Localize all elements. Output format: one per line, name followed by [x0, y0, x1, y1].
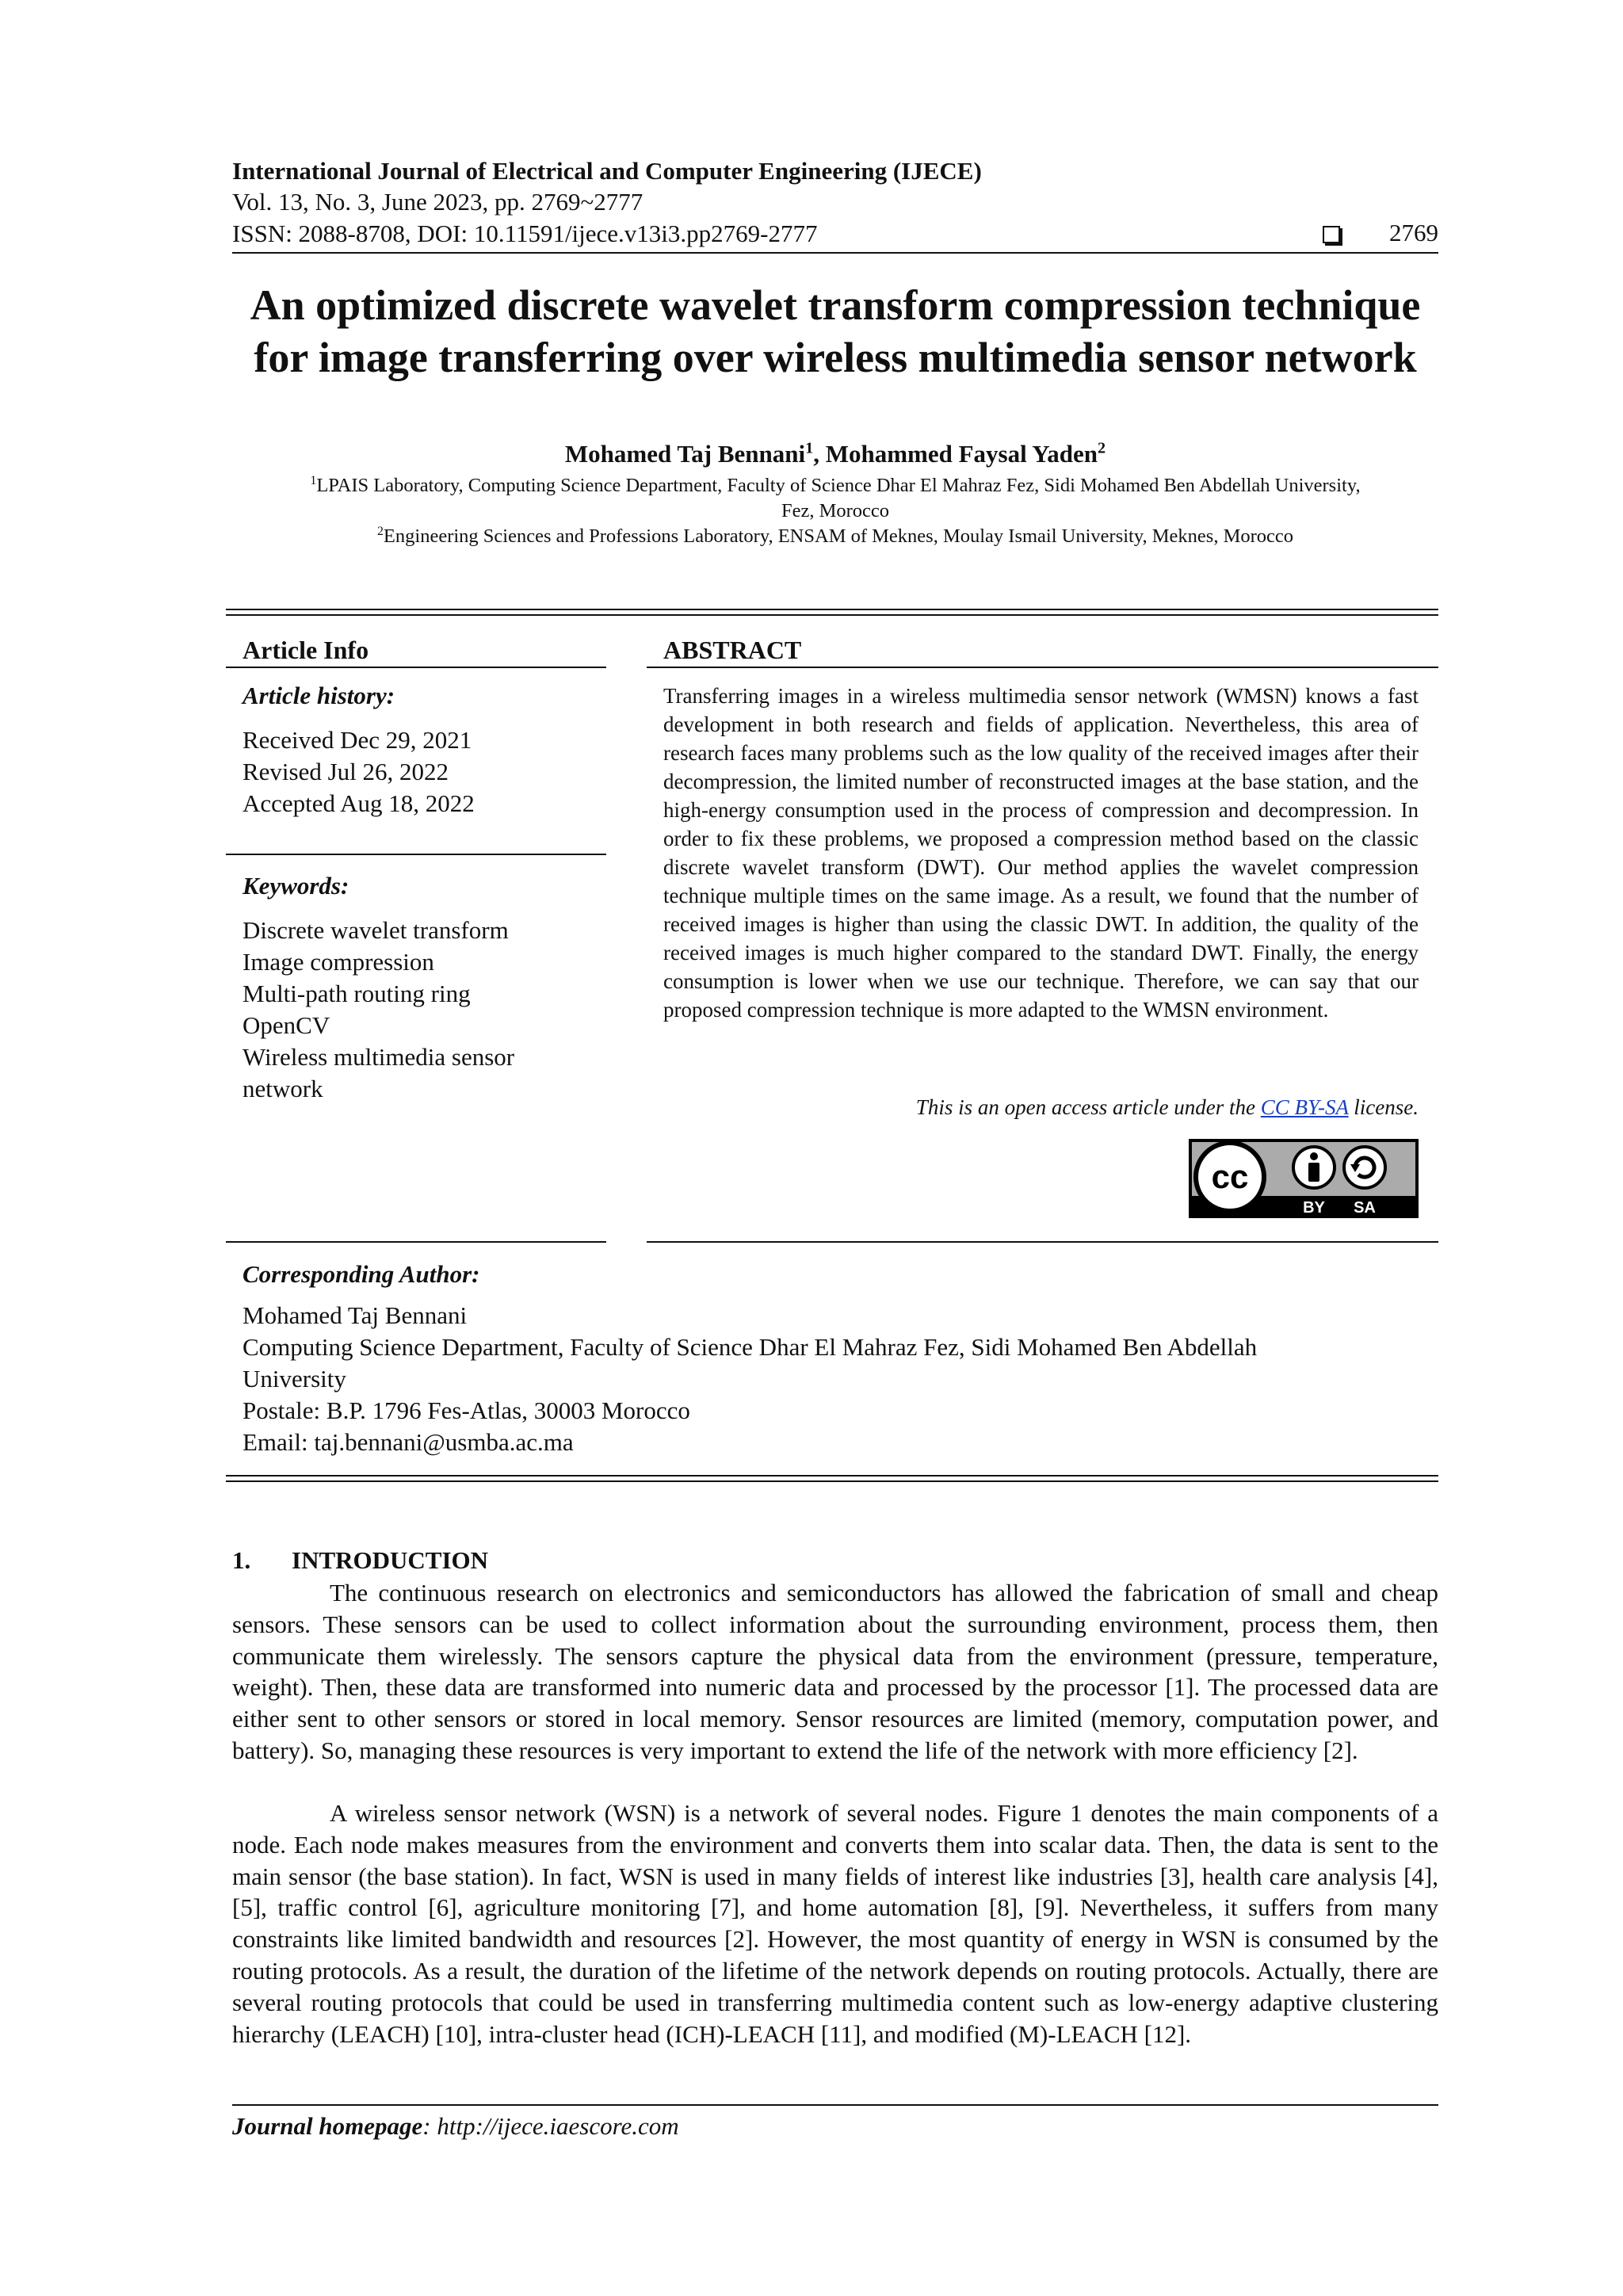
accepted-date: Accepted Aug 18, 2022	[242, 789, 475, 817]
keyword: OpenCV	[242, 1011, 330, 1039]
article-info-heading: Article Info	[242, 636, 369, 664]
cc-by-sa-badge-icon	[1189, 1139, 1419, 1218]
affiliation-1: LPAIS Laboratory, Computing Science Department, Faculty of Science Dhar El Mahraz Fez, Sidi Mohamed Ben Abdellah University,	[316, 475, 1361, 496]
article-info-rule	[226, 667, 606, 668]
author-list	[206, 440, 1465, 468]
corresponding-author	[242, 1259, 1431, 1458]
author-separator: ,	[813, 440, 826, 468]
intro-paragraph-1: The continuous research on electronics and semiconductors has allowed the fabrication of small and cheap sensors. These sensors can be used to collect information about the surrounding environment, process them, then communicate them wirelessly. The sensors capture the physical data from the environment (pressure, temperature, weight). Then, these data are transformed into numeric data and processed by the processor [1]. The processed data are either sent to other sensors or stored in local memory. Sensor resources are limited (memory, computation power, and battery). So, managing these resources is very important to extend the life of the network with more efficiency [2].	[232, 1579, 1438, 1764]
journal-header	[232, 155, 1438, 249]
affiliations	[232, 473, 1438, 549]
corresponding-heading: Corresponding Author:	[242, 1260, 480, 1288]
abstract-heading: ABSTRACT	[663, 636, 802, 664]
abstract-rule	[647, 667, 1438, 668]
abstract-heading-wrap	[663, 634, 1377, 666]
sa-label: SA	[1354, 1199, 1376, 1217]
license-line	[663, 1095, 1419, 1120]
corresponding-dept: Computing Science Department, Faculty of Science Dhar El Mahraz Fez, Sidi Mohamed Ben Abdellah	[242, 1333, 1258, 1361]
corresponding-email: Email: taj.bennani@usmba.ac.ma	[242, 1428, 574, 1456]
keyword: Image compression	[242, 948, 434, 976]
corr-bottom-rule-1	[226, 1475, 1438, 1477]
author-1-sup: 1	[805, 439, 814, 457]
journal-homepage	[232, 2112, 679, 2141]
keywords-heading: Keywords:	[242, 872, 349, 900]
affiliation-2: Engineering Sciences and Professions Laboratory, ENSAM of Meknes, Moulay Ismail University, Meknes, Morocco	[383, 525, 1294, 547]
info-bottom-rule-right	[647, 1241, 1438, 1243]
paper-title	[206, 279, 1465, 384]
homepage-label: Journal homepage	[232, 2112, 423, 2140]
license-suffix: license.	[1348, 1095, 1419, 1119]
cc-by-sa-link[interactable]: CC BY-SA	[1260, 1095, 1349, 1119]
issn-doi-line: ISSN: 2088-8708, DOI: 10.11591/ijece.v13i3.pp2769-2777	[232, 219, 818, 247]
author-1: Mohamed Taj Bennani	[564, 440, 806, 468]
corresponding-dept-cont: University	[242, 1365, 346, 1392]
header-rule	[232, 252, 1438, 254]
title-line-2: for image transferring over wireless multimedia sensor network	[254, 334, 1417, 381]
keyword: Multi-path routing ring	[242, 980, 471, 1007]
section-title: INTRODUCTION	[292, 1546, 489, 1574]
history-rule	[226, 854, 606, 855]
journal-name: International Journal of Electrical and Computer Engineering (IJECE)	[232, 157, 982, 185]
corresponding-name: Mohamed Taj Bennani	[242, 1301, 468, 1329]
affiliation-1-sup: 1	[310, 473, 317, 487]
keyword: Discrete wavelet transform	[242, 916, 509, 944]
footer-rule	[232, 2104, 1438, 2106]
section-heading-introduction	[232, 1546, 488, 1575]
homepage-url[interactable]: : http://ijece.iaescore.com	[422, 2112, 679, 2140]
revised-date: Revised Jul 26, 2022	[242, 758, 449, 785]
author-2: Mohammed Faysal Yaden	[825, 440, 1098, 468]
sa-share-icon	[1344, 1147, 1385, 1188]
received-date: Received Dec 29, 2021	[242, 726, 472, 754]
corr-bottom-rule-2	[226, 1480, 1438, 1482]
keywords-block	[242, 870, 607, 1105]
author-2-sup: 2	[1098, 439, 1106, 457]
by-label: BY	[1303, 1199, 1325, 1217]
intro-paragraph-2: A wireless sensor network (WSN) is a network of several nodes. Figure 1 denotes the main components of a node. Each node makes measures from the environment and converts them into scalar data. Then, the data is sent to the main sensor (the base station). In fact, WSN is used in many fields of interest like industries [3], health care analysis [4], [5], traffic control [6], agriculture monitoring [7], and home automation [8], [9]. Nevertheless, it suffers from many constraints like limited bandwidth and resources [2]. However, the most quantity of energy in WSN is consumed by the routing protocols. As a result, the duration of the lifetime of the network depends on routing protocols. Actually, there are several routing protocols that could be used in transferring multimedia content such as low-energy adaptive clustering hierarchy (LEACH) [10], intra-cluster head (ICH)-LEACH [11], and modified (M)-LEACH [12].	[232, 1799, 1438, 2048]
volume-line: Vol. 13, No. 3, June 2023, pp. 2769~2777	[232, 188, 643, 216]
title-line-1: An optimized discrete wavelet transform compression technique	[250, 281, 1421, 329]
info-bottom-rule-left	[226, 1241, 606, 1243]
page-number: 2769	[1389, 219, 1438, 246]
keyword: network	[242, 1075, 323, 1102]
license-prefix: This is an open access article under the	[915, 1095, 1261, 1119]
section-number: 1.	[232, 1546, 251, 1574]
affiliation-2-sup: 2	[376, 524, 384, 538]
article-history	[242, 680, 607, 819]
abstract-text: Transferring images in a wireless multimedia sensor network (WMSN) knows a fast development in both research and fields of application. Nevertheless, this area of research faces many problems such as the low quality of the received images after their decompression, the limited number of reconstructed images at the base station, and the high-energy consumption used in the process of compression and decompression. In order to fix these problems, we proposed a compression method based on the classic discrete wavelet transform (DWT). Our method applies the wavelet compression technique multiple times on the same image. As a result, we found that the number of received images is higher than using the classic DWT. In addition, the quality of the received images is much higher compared to the standard DWT. Finally, the energy consumption is lower when we use our technique. Therefore, we can say that our proposed compression technique is more adapted to the WMSN environment.	[663, 684, 1419, 1022]
square-icon	[1323, 226, 1340, 243]
info-top-rule-2	[226, 614, 1438, 616]
keyword: Wireless multimedia sensor	[242, 1043, 515, 1071]
article-info-heading-wrap	[242, 634, 607, 666]
affiliation-1-cont: Fez, Morocco	[781, 500, 890, 521]
history-heading: Article history:	[242, 682, 395, 709]
corresponding-postale: Postale: B.P. 1796 Fes-Atlas, 30003 Morocco	[242, 1396, 690, 1424]
info-top-rule-1	[226, 609, 1438, 610]
cc-label: cc	[1211, 1158, 1249, 1195]
